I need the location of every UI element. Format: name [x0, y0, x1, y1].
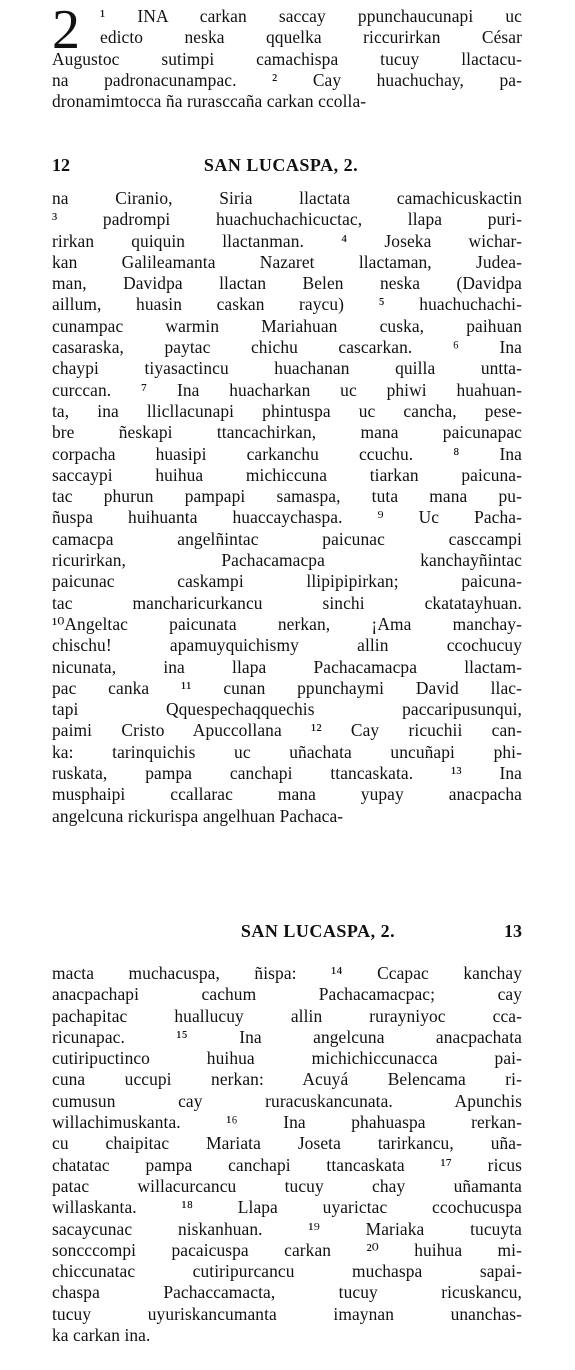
text-line: paimi Cristo Apuccollana ¹² Cay ricuchii can- [52, 720, 522, 741]
text-line: sacaycunac niskanhuan. ¹⁹ Mariaka tucuyta [52, 1218, 522, 1239]
text-line: cunampac warmin Mariahuan cuska, paihuan [52, 315, 522, 336]
text-line: edicto neska qquelka riccurirkan César [100, 27, 522, 48]
text-line: bre ñeskapi ttancachirkan, mana paicunapac [52, 422, 522, 443]
text-line: anacpachapi cachum Pachacamacpac; cay [52, 984, 522, 1005]
running-header-page-13 [52, 921, 522, 942]
text-line: ricunapac. ¹⁵ Ina angelcuna anacpachata [52, 1026, 522, 1047]
text-line: tac mancharicurkancu sinchi ckatatayhuan. [52, 592, 522, 613]
text-line: cumusun cay ruracuskancunata. Apunchis [52, 1090, 522, 1111]
page-number: 13 [504, 921, 522, 941]
text-line: angelcuna rickurispa angelhuan Pachaca- [52, 805, 344, 826]
opening-paragraph [52, 0, 522, 112]
text-line: cutiripuctinco huihua michichiccunacca pai- [52, 1048, 522, 1069]
text-line: ruskata, pampa canchapi ttancaskata. ¹³ Ina [52, 763, 522, 784]
text-line: ka carkan ina. [52, 1325, 151, 1346]
text-line: musphaipi ccallarac mana yupay anacpacha [52, 784, 522, 805]
text-line: ta, ina llicllacunapi phintuspa uc cancha, pese- [52, 400, 522, 421]
text-line: na padronacunampac. ² Cay huachuchay, pa- [52, 69, 522, 90]
text-line: aillum, huasin caskan raycu) ⁵ huachuchachi- [52, 294, 522, 315]
page-number: 12 [52, 155, 70, 175]
text-line: Augustoc sutimpi camachispa tucuy llactacu- [52, 48, 522, 69]
running-title: SAN LUCASPA, 2. [203, 155, 359, 175]
text-line: man, Davidpa llactan Belen neska (Davidpa [52, 273, 522, 294]
text-line: tucuy uyuriskancumanta imaynan unanchas- [52, 1303, 522, 1324]
text-line: pac canka ¹¹ cunan ppunchaymi David llac- [52, 677, 522, 698]
text-line: pachapitac huallucuy allin rurayniyoc cca- [52, 1005, 522, 1026]
text-line: macta muchacuspa, ñispa: ¹⁴ Ccapac kanchay [52, 963, 522, 983]
text-line: ricurirkan, Pachacamacpa kanchayñintac [52, 550, 522, 571]
text-line: na Ciranio, Siria llactata camachicuskactin [52, 188, 522, 208]
running-header-page-12 [52, 155, 522, 176]
text-line: ³ padrompi huachuchachicuctac, llapa puri- [52, 209, 522, 230]
text-line: casaraska, paytac chichu cascarkan. ⁶ Ina [52, 337, 522, 358]
text-line: willachimuskanta. ¹⁶ Ina phahuaspa rerkan- [52, 1112, 522, 1133]
text-line: chiccunatac cutiripurcancu muchaspa sapai- [52, 1261, 522, 1282]
text-line: rirkan quiquin llactanman. ⁴ Joseka wichar- [52, 230, 522, 251]
text-line: chaspa Pachaccamacta, tucuy ricuskancu, [52, 1282, 522, 1303]
text-line: chischu! apamuyquichismy allin ccochucuy [52, 635, 522, 656]
text-line: tac phurun pampapi samaspa, tuta mana pu- [52, 486, 522, 507]
text-line: paicunac caskampi llipipipirkan; paicuna- [52, 571, 522, 592]
text-line: curccan. ⁷ Ina huacharkan uc phiwi huahuan- [52, 379, 522, 400]
text-line: ka: tarinquichis uc uñachata uncuñapi phi- [52, 741, 522, 762]
text-line: dronamimtocca ña rurasccaña carkan ccolla- [52, 91, 367, 112]
text-line: camacpa angelñintac paicunac casccampi [52, 528, 522, 549]
text-line: kan Galileamanta Nazaret llactaman, Judea- [52, 251, 522, 272]
text-line: tapi Qquespechaqquechis paccaripusunqui, [52, 699, 522, 720]
text-line: ¹⁰Angeltac paicunata nerkan, ¡Ama manchay- [52, 613, 522, 634]
text-line: nicunata, ina llapa Pachacamacpa llactam- [52, 656, 522, 677]
text-line: cu chaipitac Mariata Joseta tarirkancu, uña- [52, 1133, 522, 1154]
text-line: soncccompi pacaicuspa carkan ²⁰ huihua mi- [52, 1239, 522, 1260]
running-title: SAN LUCASPA, 2. [240, 921, 396, 941]
text-line: chatatac pampa canchapi ttancaskata ¹⁷ ricus [52, 1154, 522, 1175]
text-line: willaskanta. ¹⁸ Llapa uyarictac ccochucuspa [52, 1197, 522, 1218]
text-line: cuna uccupi nerkan: Acuyá Belencama ri- [52, 1069, 522, 1090]
body-text-page-12 [52, 188, 522, 827]
text-line: ñuspa huihuanta huaccaychaspa. ⁹ Uc Pacha- [52, 507, 522, 528]
text-line: ¹ INA carkan saccay ppunchaucunapi uc [100, 6, 522, 26]
text-line: corpacha huasipi carkanchu ccuchu. ⁸ Ina [52, 443, 522, 464]
text-line: patac willacurcancu tucuy chay uñamanta [52, 1175, 522, 1196]
dropcap-chapter-number: 2 [52, 0, 80, 61]
text-line: saccaypi huihua michiccuna tiarkan paicuna- [52, 464, 522, 485]
body-text-page-13 [52, 963, 522, 1346]
text-line: chaypi tiyasactincu huachanan quilla untta- [52, 358, 522, 379]
